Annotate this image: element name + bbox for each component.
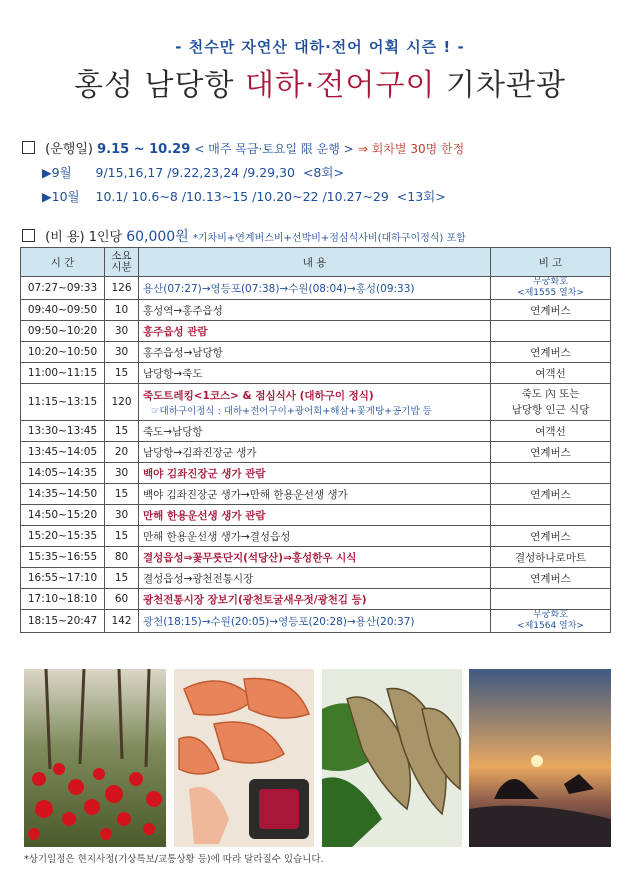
month-days: 9/15,16,17 /9.22,23,24 /9.29,30	[95, 165, 295, 180]
header-content: 내 용	[139, 248, 491, 277]
row-note: 무궁화호 <제1555 열차>	[491, 277, 611, 300]
month-days: 10.1/ 10.6~8 /10.13~15 /10.20~22 /10.27~29	[95, 189, 389, 204]
row-content: 남당항→죽도	[139, 363, 491, 384]
row-content: 결성읍성→광천전통시장	[139, 568, 491, 589]
table-row	[21, 526, 611, 547]
row-content: 만해 한용운선생 생가 관람	[139, 505, 491, 526]
row-note: 연계버스	[491, 568, 611, 589]
row-time: 13:45~14:05	[21, 442, 105, 463]
row-note: 연계버스	[491, 442, 611, 463]
row-duration: 15	[105, 526, 139, 547]
row-duration: 30	[105, 505, 139, 526]
row-content: 광천전통시장 장보기(광천토굴새우젓/광천김 등)	[139, 589, 491, 610]
footer-note: *상기일정은 현지사정(기상특보/교통상황 등)에 따라 달라질수 있습니다.	[24, 854, 324, 865]
row-time: 15:20~15:35	[21, 526, 105, 547]
month-row-oct	[42, 187, 446, 205]
row-duration: 30	[105, 321, 139, 342]
cost-line	[22, 226, 466, 246]
header-duration: 소요 시분	[105, 248, 139, 277]
row-time: 14:35~14:50	[21, 484, 105, 505]
month-name: ▶10월	[42, 189, 80, 204]
table-row	[21, 321, 611, 342]
row-duration: 142	[105, 610, 139, 633]
cost-per: 1인당	[88, 230, 123, 245]
table-row	[21, 568, 611, 589]
row-note: 결성하나로마트	[491, 547, 611, 568]
row-duration: 126	[105, 277, 139, 300]
row-note	[491, 321, 611, 342]
row-duration: 30	[105, 342, 139, 363]
row-time: 14:05~14:35	[21, 463, 105, 484]
table-row	[21, 589, 611, 610]
title-part3: 기차관광	[435, 68, 566, 103]
row-content: 백야 김좌진장군 생가→만해 한용운선생 생가	[139, 484, 491, 505]
operation-schedule-note: < 매주 목금·토요일 限 운행 >	[194, 142, 354, 156]
table-row	[21, 547, 611, 568]
red-flower-field-photo	[24, 669, 166, 847]
row-time: 11:00~11:15	[21, 363, 105, 384]
operation-label: (운행일)	[45, 142, 93, 157]
grilled-shrimp-photo	[174, 669, 314, 847]
row-duration: 15	[105, 568, 139, 589]
row-note: 연계버스	[491, 526, 611, 547]
row-time: 15:35~16:55	[21, 547, 105, 568]
schedule-table	[20, 247, 611, 633]
row-time: 17:10~18:10	[21, 589, 105, 610]
operation-line	[22, 138, 464, 157]
row-time: 11:15~13:15	[21, 384, 105, 421]
grilled-fish-photo	[322, 669, 462, 847]
row-time: 16:55~17:10	[21, 568, 105, 589]
row-time: 13:30~13:45	[21, 421, 105, 442]
table-row	[21, 610, 611, 633]
table-row	[21, 484, 611, 505]
row-duration: 15	[105, 363, 139, 384]
row-duration: 30	[105, 463, 139, 484]
row-content: 죽도트레킹<1코스> & 점심식사 (대하구이 정식)	[143, 389, 374, 402]
row-time: 07:27~09:33	[21, 277, 105, 300]
row-time: 09:40~09:50	[21, 300, 105, 321]
row-content-multi	[139, 384, 491, 421]
table-row	[21, 505, 611, 526]
table-row	[21, 384, 611, 421]
row-content: 홍성역→홍주읍성	[139, 300, 491, 321]
month-name: ▶9월	[42, 165, 72, 180]
checkbox-icon	[22, 229, 35, 242]
header-time: 시 간	[21, 248, 105, 277]
sunset-sea-photo	[469, 669, 611, 847]
row-content: 만해 한용운선생 생가→결성읍성	[139, 526, 491, 547]
row-time: 14:50~15:20	[21, 505, 105, 526]
row-note: 죽도 內 또는 남당항 인근 식당	[491, 384, 611, 421]
row-time: 10:20~10:50	[21, 342, 105, 363]
row-content: 홍주읍성→남당항	[139, 342, 491, 363]
row-duration: 120	[105, 384, 139, 421]
row-content: 용산(07:27)→영등포(07:38)→수원(08:04)→홍성(09:33)	[139, 277, 491, 300]
row-duration: 60	[105, 589, 139, 610]
row-note: 연계버스	[491, 300, 611, 321]
row-note: 연계버스	[491, 342, 611, 363]
month-row-sep	[42, 163, 344, 181]
row-time: 09:50~10:20	[21, 321, 105, 342]
cost-label: (비 용)	[45, 230, 85, 245]
table-row	[21, 342, 611, 363]
table-row	[21, 463, 611, 484]
row-note: 여객선	[491, 421, 611, 442]
header-note: 비 고	[491, 248, 611, 277]
title-part1: 홍성 남당항	[74, 68, 246, 103]
checkbox-icon	[22, 141, 35, 154]
table-row	[21, 421, 611, 442]
cost-includes: *기차비+연계버스비+선박비+점심식사비(대하구이정식) 포함	[192, 233, 466, 244]
row-duration: 80	[105, 547, 139, 568]
row-duration: 15	[105, 421, 139, 442]
row-content: 죽도→남당항	[139, 421, 491, 442]
title-part2: 대하·전어구이	[245, 68, 436, 103]
row-content: 홍주읍성 관람	[139, 321, 491, 342]
row-duration: 15	[105, 484, 139, 505]
page-subtitle: - 천수만 자연산 대하·전어 어획 시즌 ! -	[175, 38, 465, 56]
page-title	[0, 60, 640, 104]
table-row	[21, 363, 611, 384]
row-note	[491, 589, 611, 610]
table-header-row	[21, 248, 611, 277]
row-content: 백야 김좌진장군 생가 관람	[139, 463, 491, 484]
month-count: <8회>	[302, 165, 344, 180]
row-duration: 20	[105, 442, 139, 463]
row-note	[491, 463, 611, 484]
row-content-detail: ☞대하구이정식 : 대하+전어구이+광어회+해삼+꽃게탕+공기밥 등	[151, 405, 432, 417]
month-count: <13회>	[396, 189, 446, 204]
table-row	[21, 277, 611, 300]
row-note: 여객선	[491, 363, 611, 384]
row-note: 무궁화호 <제1564 열차>	[491, 610, 611, 633]
table-row	[21, 300, 611, 321]
row-content: 광천(18:15)→수원(20:05)→영등포(20:28)→용산(20:37)	[139, 610, 491, 633]
row-content: 결성읍성⇒꽃무릇단지(석당산)⇒홍성한우 시식	[139, 547, 491, 568]
row-note: 연계버스	[491, 484, 611, 505]
row-note	[491, 505, 611, 526]
row-duration: 10	[105, 300, 139, 321]
operation-dates: 9.15 ~ 10.29	[97, 142, 191, 157]
operation-capacity-note: ⇒ 회차별 30명 한정	[357, 142, 465, 156]
cost-price: 60,000원	[126, 229, 189, 245]
row-time: 18:15~20:47	[21, 610, 105, 633]
table-row	[21, 442, 611, 463]
row-content: 남당항→김좌진장군 생가	[139, 442, 491, 463]
